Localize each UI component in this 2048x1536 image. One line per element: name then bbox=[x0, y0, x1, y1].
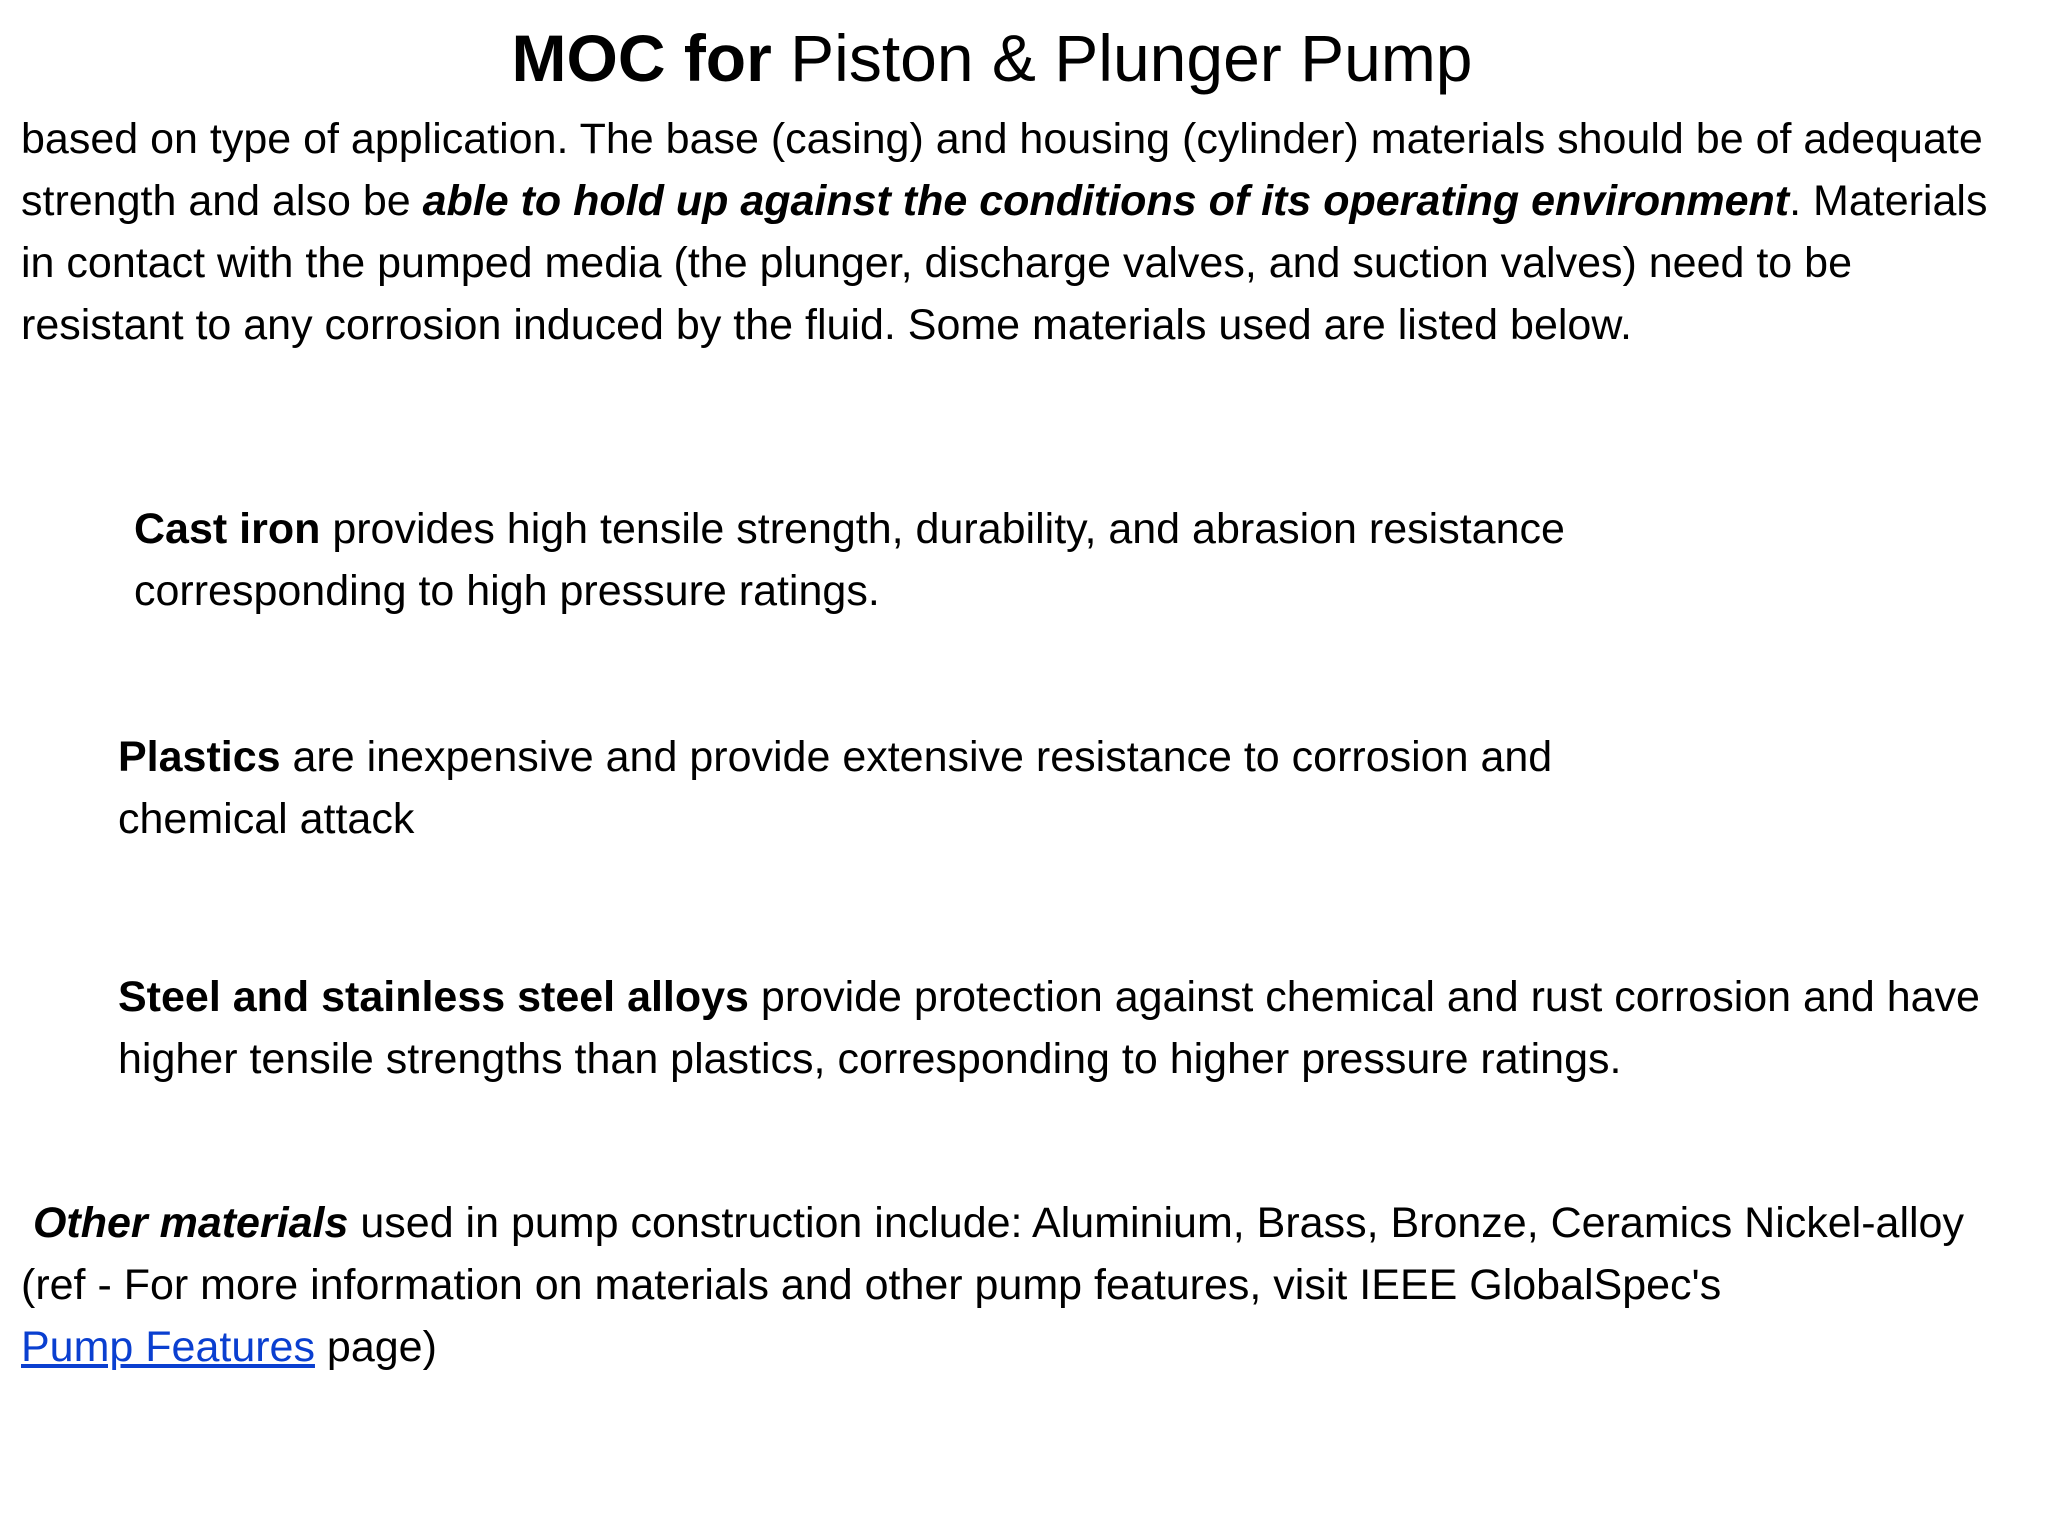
other-materials-text: used in pump construction include: Aluminium, Brass, Bronze, Ceramics Nickel-alloy bbox=[348, 1199, 1964, 1247]
title-bold: MOC for bbox=[511, 21, 772, 95]
slide-title bbox=[0, 18, 1984, 98]
intro-paragraph bbox=[21, 108, 2011, 356]
intro-text-1: based on type of application. The base (casing) and housing (cylinder) materials should be of adequate strength and also be bbox=[21, 115, 1983, 225]
intro-emphasis: able to hold up against the conditions of its operating environment bbox=[422, 177, 1790, 225]
material-item-plastics bbox=[118, 726, 1718, 850]
intro-text-2: . Materials in contact with the pumped media (the plunger, discharge valves, and suction valves) need to be resistant to any corrosion induced by the fluid. Some materials used are listed below. bbox=[21, 177, 1988, 349]
material-name: Steel and stainless steel alloys bbox=[118, 973, 749, 1021]
other-materials-label: Other materials bbox=[32, 1199, 349, 1247]
pump-features-link[interactable]: Pump Features bbox=[21, 1323, 315, 1371]
material-description: are inexpensive and provide extensive resistance to corrosion and chemical attack bbox=[118, 733, 1553, 843]
material-item-steel bbox=[118, 966, 1998, 1090]
material-description: provides high tensile strength, durability, and abrasion resistance corresponding to high pressure ratings. bbox=[134, 505, 1565, 615]
material-description: provide protection against chemical and rust corrosion and have higher tensile strengths than plastics, corresponding to higher pressure ratings. bbox=[118, 973, 1980, 1083]
material-item-cast-iron bbox=[134, 498, 1784, 622]
reference-prefix: (ref - For more information on materials and other pump features, visit IEEE GlobalSpec's bbox=[21, 1261, 1722, 1309]
reference-suffix: page) bbox=[314, 1323, 437, 1371]
title-regular: Piston & Plunger Pump bbox=[771, 21, 1473, 95]
other-materials-paragraph bbox=[21, 1192, 2011, 1378]
material-name: Plastics bbox=[118, 733, 281, 781]
material-name: Cast iron bbox=[134, 505, 321, 553]
